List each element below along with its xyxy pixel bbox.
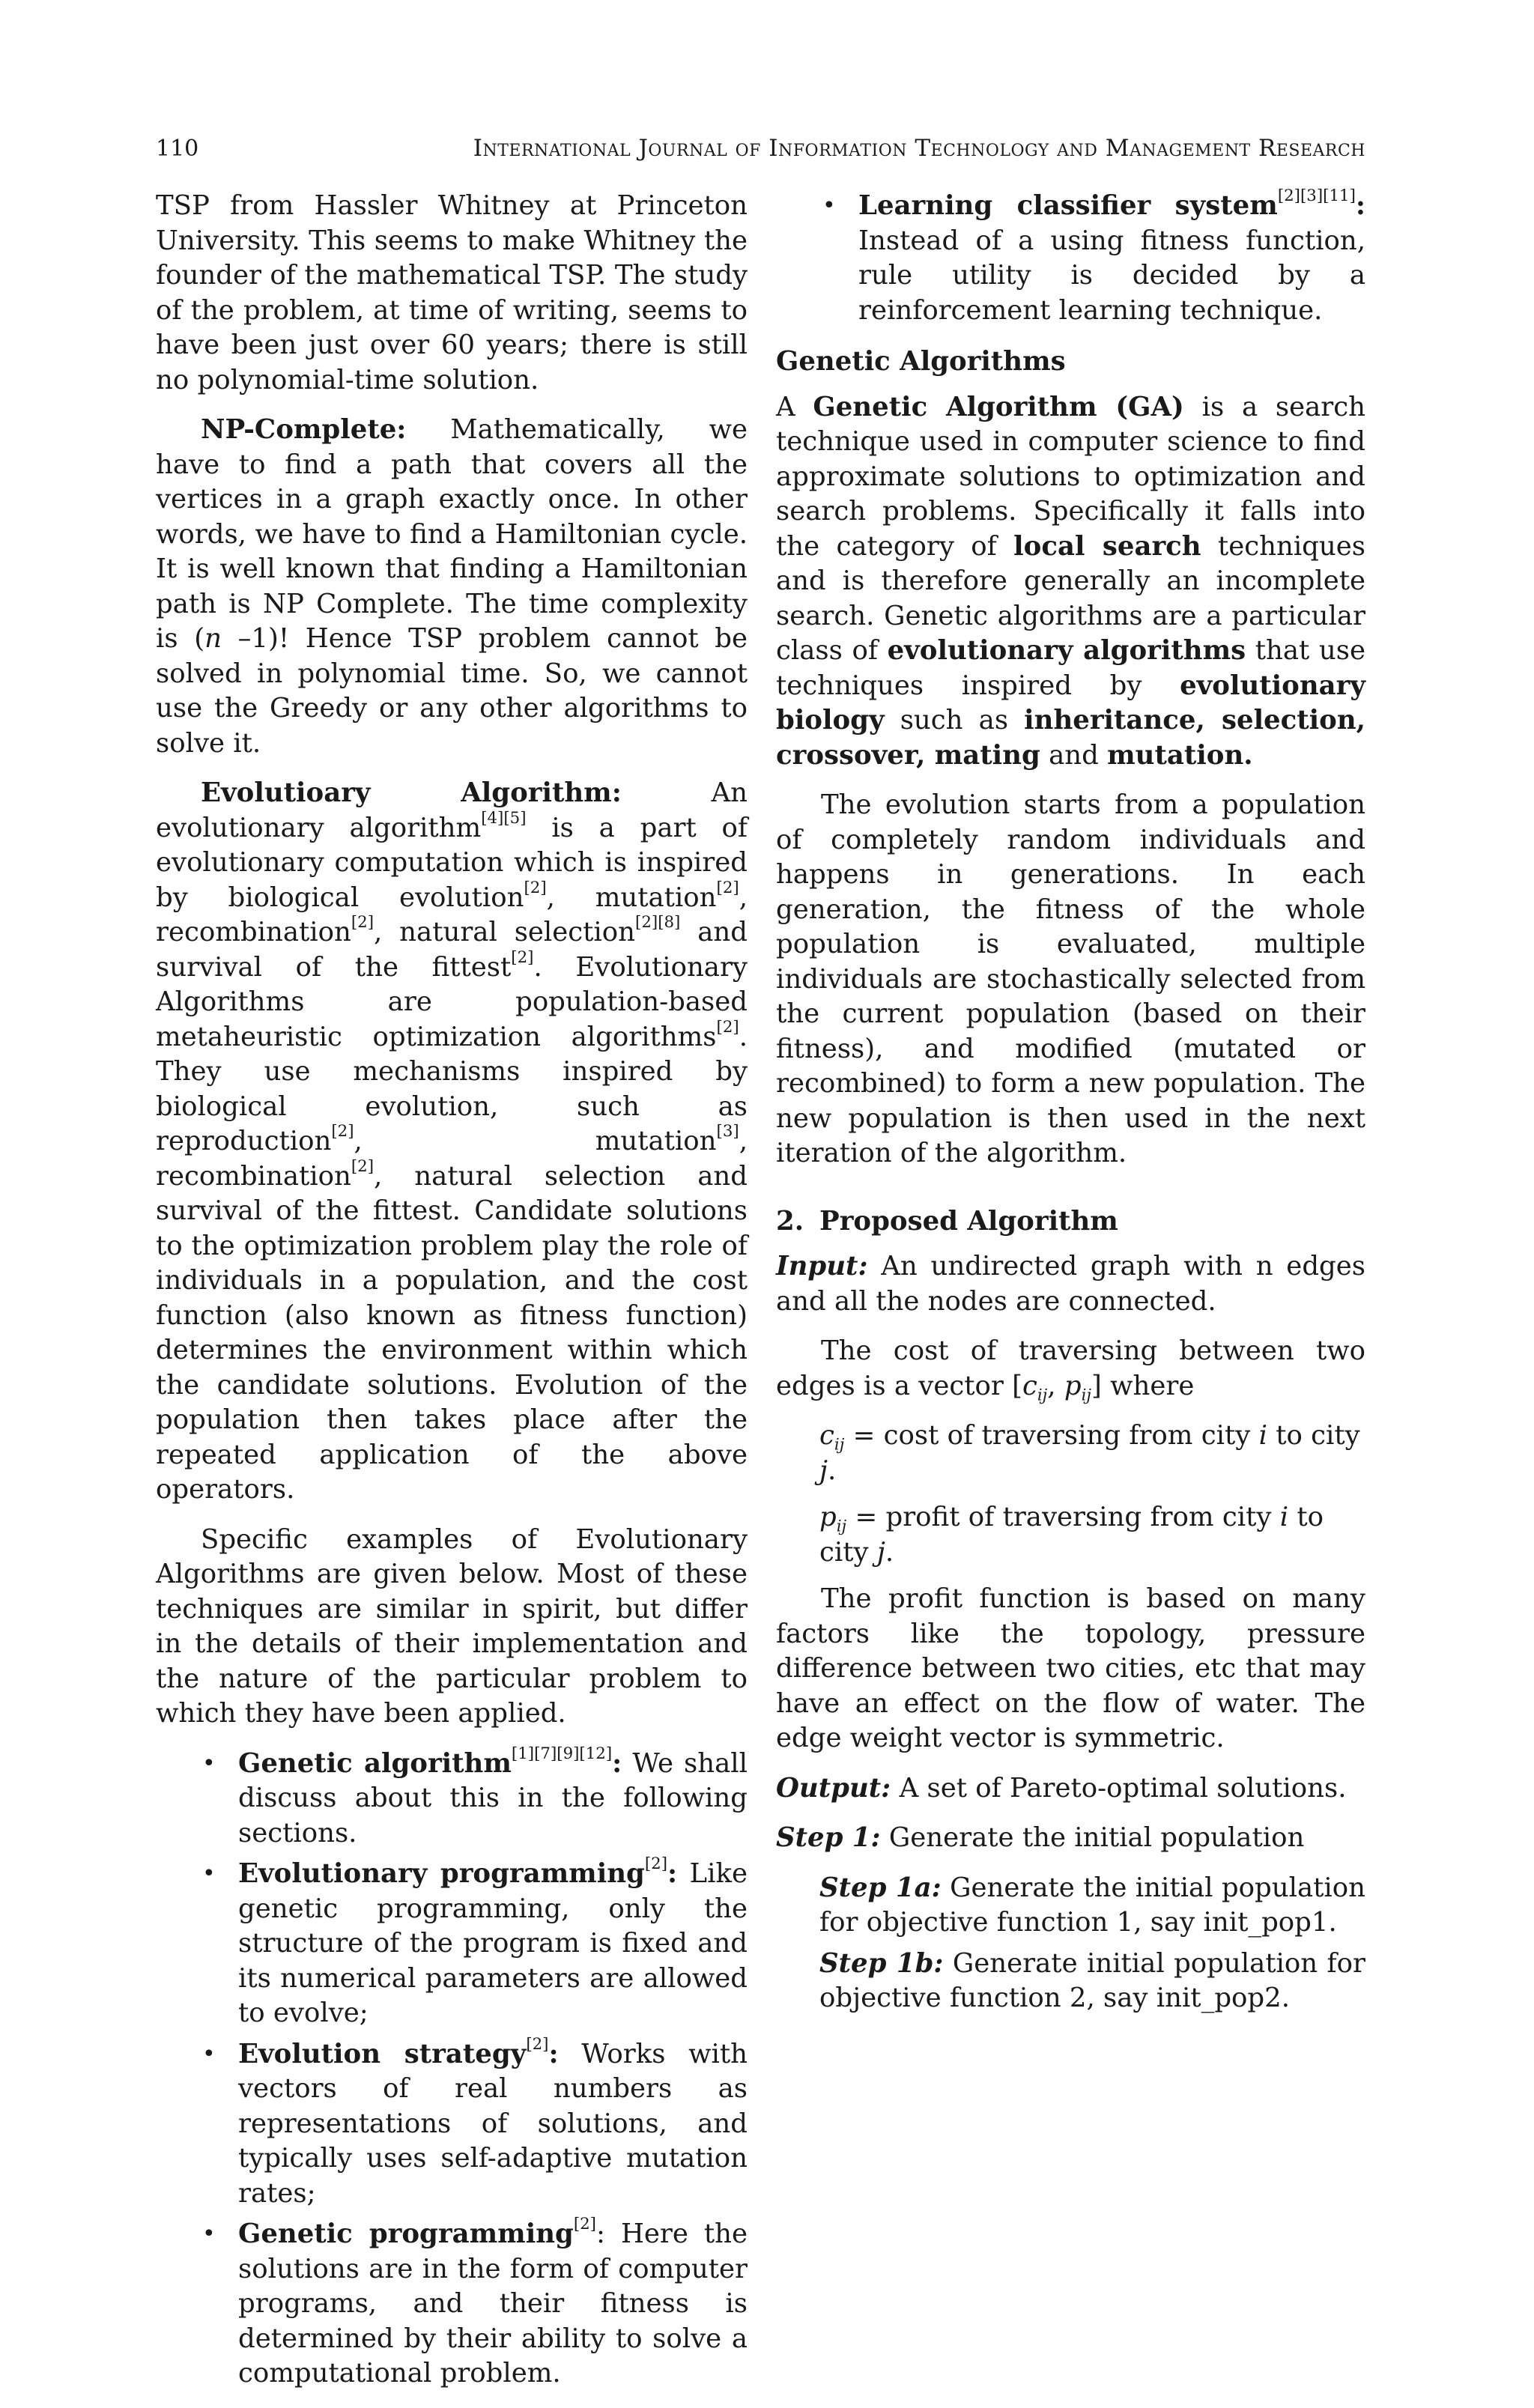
evolutionary-algorithm-heading: Evolutioary Algorithm: (201, 777, 622, 808)
bullet-icon: • (202, 1860, 216, 1887)
running-head (156, 135, 1365, 162)
examples-list-continued (776, 186, 1365, 328)
paragraph-genetic-algorithm: A Genetic Algorithm (GA) is a search technique used in computer science to find approximate solutions to optimization and search problems. Specifically it falls into the category of local search techniques and is therefore generally an incomplete search. Genetic algorithms are a particular class of evolutionary algorithms that use techniques inspired by evolutionary biology such as inheritance, selection, crossover, mating and mutation. (776, 391, 1366, 771)
citation: [2] (331, 1121, 354, 1141)
definition-profit: $p_{ij}$ = profit of traversing from city i to city j. (819, 1502, 1324, 1568)
citation: [2] (526, 2034, 549, 2054)
list-item: • Genetic programming[2]: Here the solutions are in the form of computer programs, and their fitness is determined by their ability to solve a computational problem. (202, 2214, 748, 2389)
citation: [2][3][11] (1277, 186, 1356, 205)
paragraph-evolutionary-algorithm: Evolutioary Algorithm: An evolutionary algorithm[4][5] is a part of evolutionary computation which is inspired by biological evolution[2], mutation[2], recombination[2], natural selection[2][8] and survival of the fittest[2]. Evolutionary Algorithms are population-based metaheuristic optimization algorithms[2]. They use mechanisms inspired by biological evolution, such as reproduction[2], mutation[3], recombination[2], natural selection and survival of the fittest. Candidate solutions to the optimization problem play the role of individuals in a population, and the cost function (also known as fitness function) determines the environment within which the candidate solutions. Evolution of the population then takes place after the repeated application of the above operators. (156, 777, 748, 1505)
paragraph-profit-function: The profit function is based on many factors like the topology, pressure difference between two cities, etc that may have an effect on the flow of water. The edge weight vector is symmetric. (776, 1583, 1365, 1753)
citation: [2] (511, 947, 534, 967)
list-item: • Evolutionary programming[2]: Like genetic programming, only the structure of the program is fixed and its numerical parameters are allowed to evolve; (202, 1854, 748, 2028)
left-column (156, 189, 748, 2408)
paragraph-examples-intro: Specific examples of Evolutionary Algorithms are given below. Most of these techniques are similar in spirit, but differ in the details of their implementation and the nature of the particular problem to which they have been applied. (156, 1523, 748, 1729)
citation: [1][7][9][12] (511, 1744, 613, 1763)
citation: [2] (716, 878, 739, 897)
list-item: • Evolution strategy[2]: Works with vectors of real numbers as representations of solutions, and typically uses self-adaptive mutation rates; (202, 2034, 748, 2209)
bullet-icon: • (822, 192, 836, 219)
journal-name: International Journal of Information Technology and Management Research (473, 135, 1365, 162)
paragraph-output: Output: A set of Pareto-optimal solutions. (776, 1772, 1347, 1804)
paragraph-tsp-history: TSP from Hassler Whitney at Princeton University. This seems to make Whitney the founder of the mathematical TSP. The study of the problem, at time of writing, seems to have been just over 60 years; there is still no polynomial-time solution. (156, 190, 748, 395)
np-complete-heading: NP-Complete: (201, 414, 407, 445)
step-1b: Step 1b: Generate initial population for objective function 2, say init_pop2. (819, 1947, 1365, 2013)
citation: [2] (351, 1156, 375, 1176)
genetic-algorithms-heading: Genetic Algorithms (776, 346, 1066, 377)
list-item: • Genetic algorithm[1][7][9][12]: We shall discuss about this in the following sections. (202, 1744, 748, 1849)
paragraph-evolution: The evolution starts from a population of completely random individuals and happens in generations. In each generation, the fitness of the whole population is evaluated, multiple individuals are stochastically selected from the current population (based on their fitness), and modified (mutated or recombined) to form a new population. The new population is then used in the next iteration of the algorithm. (776, 789, 1365, 1168)
examples-list (156, 1744, 748, 2392)
citation: [4][5] (481, 808, 527, 828)
paragraph-np-complete: NP-Complete: Mathematically, we have to find a path that covers all the vertices in a graph exactly once. In other words, we have to find a Hamiltonian cycle. It is well known that finding a Hamiltonian path is NP Complete. The time complexity is (n –1)! Hence TSP problem cannot be solved in polynomial time. So, we cannot use the Greedy or any other algorithms to solve it. (156, 414, 748, 759)
citation: [2] (351, 912, 375, 932)
citation: [2] (716, 1017, 739, 1037)
bullet-icon: • (202, 1750, 216, 1777)
paragraph-cost-vector: The cost of traversing between two edges is a vector [$c_{ij}$, $p_{ij}$] where (776, 1335, 1365, 1404)
bullet-icon: • (202, 2221, 216, 2247)
citation: [2][8] (635, 912, 681, 932)
right-column (776, 186, 1366, 2022)
citation: [3] (716, 1121, 739, 1141)
section-heading-proposed-algorithm: 2. Proposed Algorithm (776, 1205, 1118, 1237)
citation: [2] (644, 1854, 668, 1873)
citation: [2] (524, 878, 547, 897)
definition-cost: $c_{ij} = \cos t$ of traversing from city i to city j. (819, 1420, 1360, 1486)
step-1a: Step 1a: Generate the initial population for objective function 1, say init_pop1. (819, 1872, 1365, 1938)
citation: [2] (573, 2214, 596, 2233)
bullet-icon: • (202, 2040, 216, 2067)
paragraph-input: Input: An undirected graph with n edges and all the nodes are connected. (776, 1251, 1365, 1317)
list-item: • Learning classifier system[2][3][11]: Instead of a using fitness function, rule utility is decided by a reinforcement learning technique. (822, 186, 1365, 326)
page-number: 110 (156, 136, 199, 162)
step-1: Step 1: Generate the initial population (776, 1822, 1305, 1853)
